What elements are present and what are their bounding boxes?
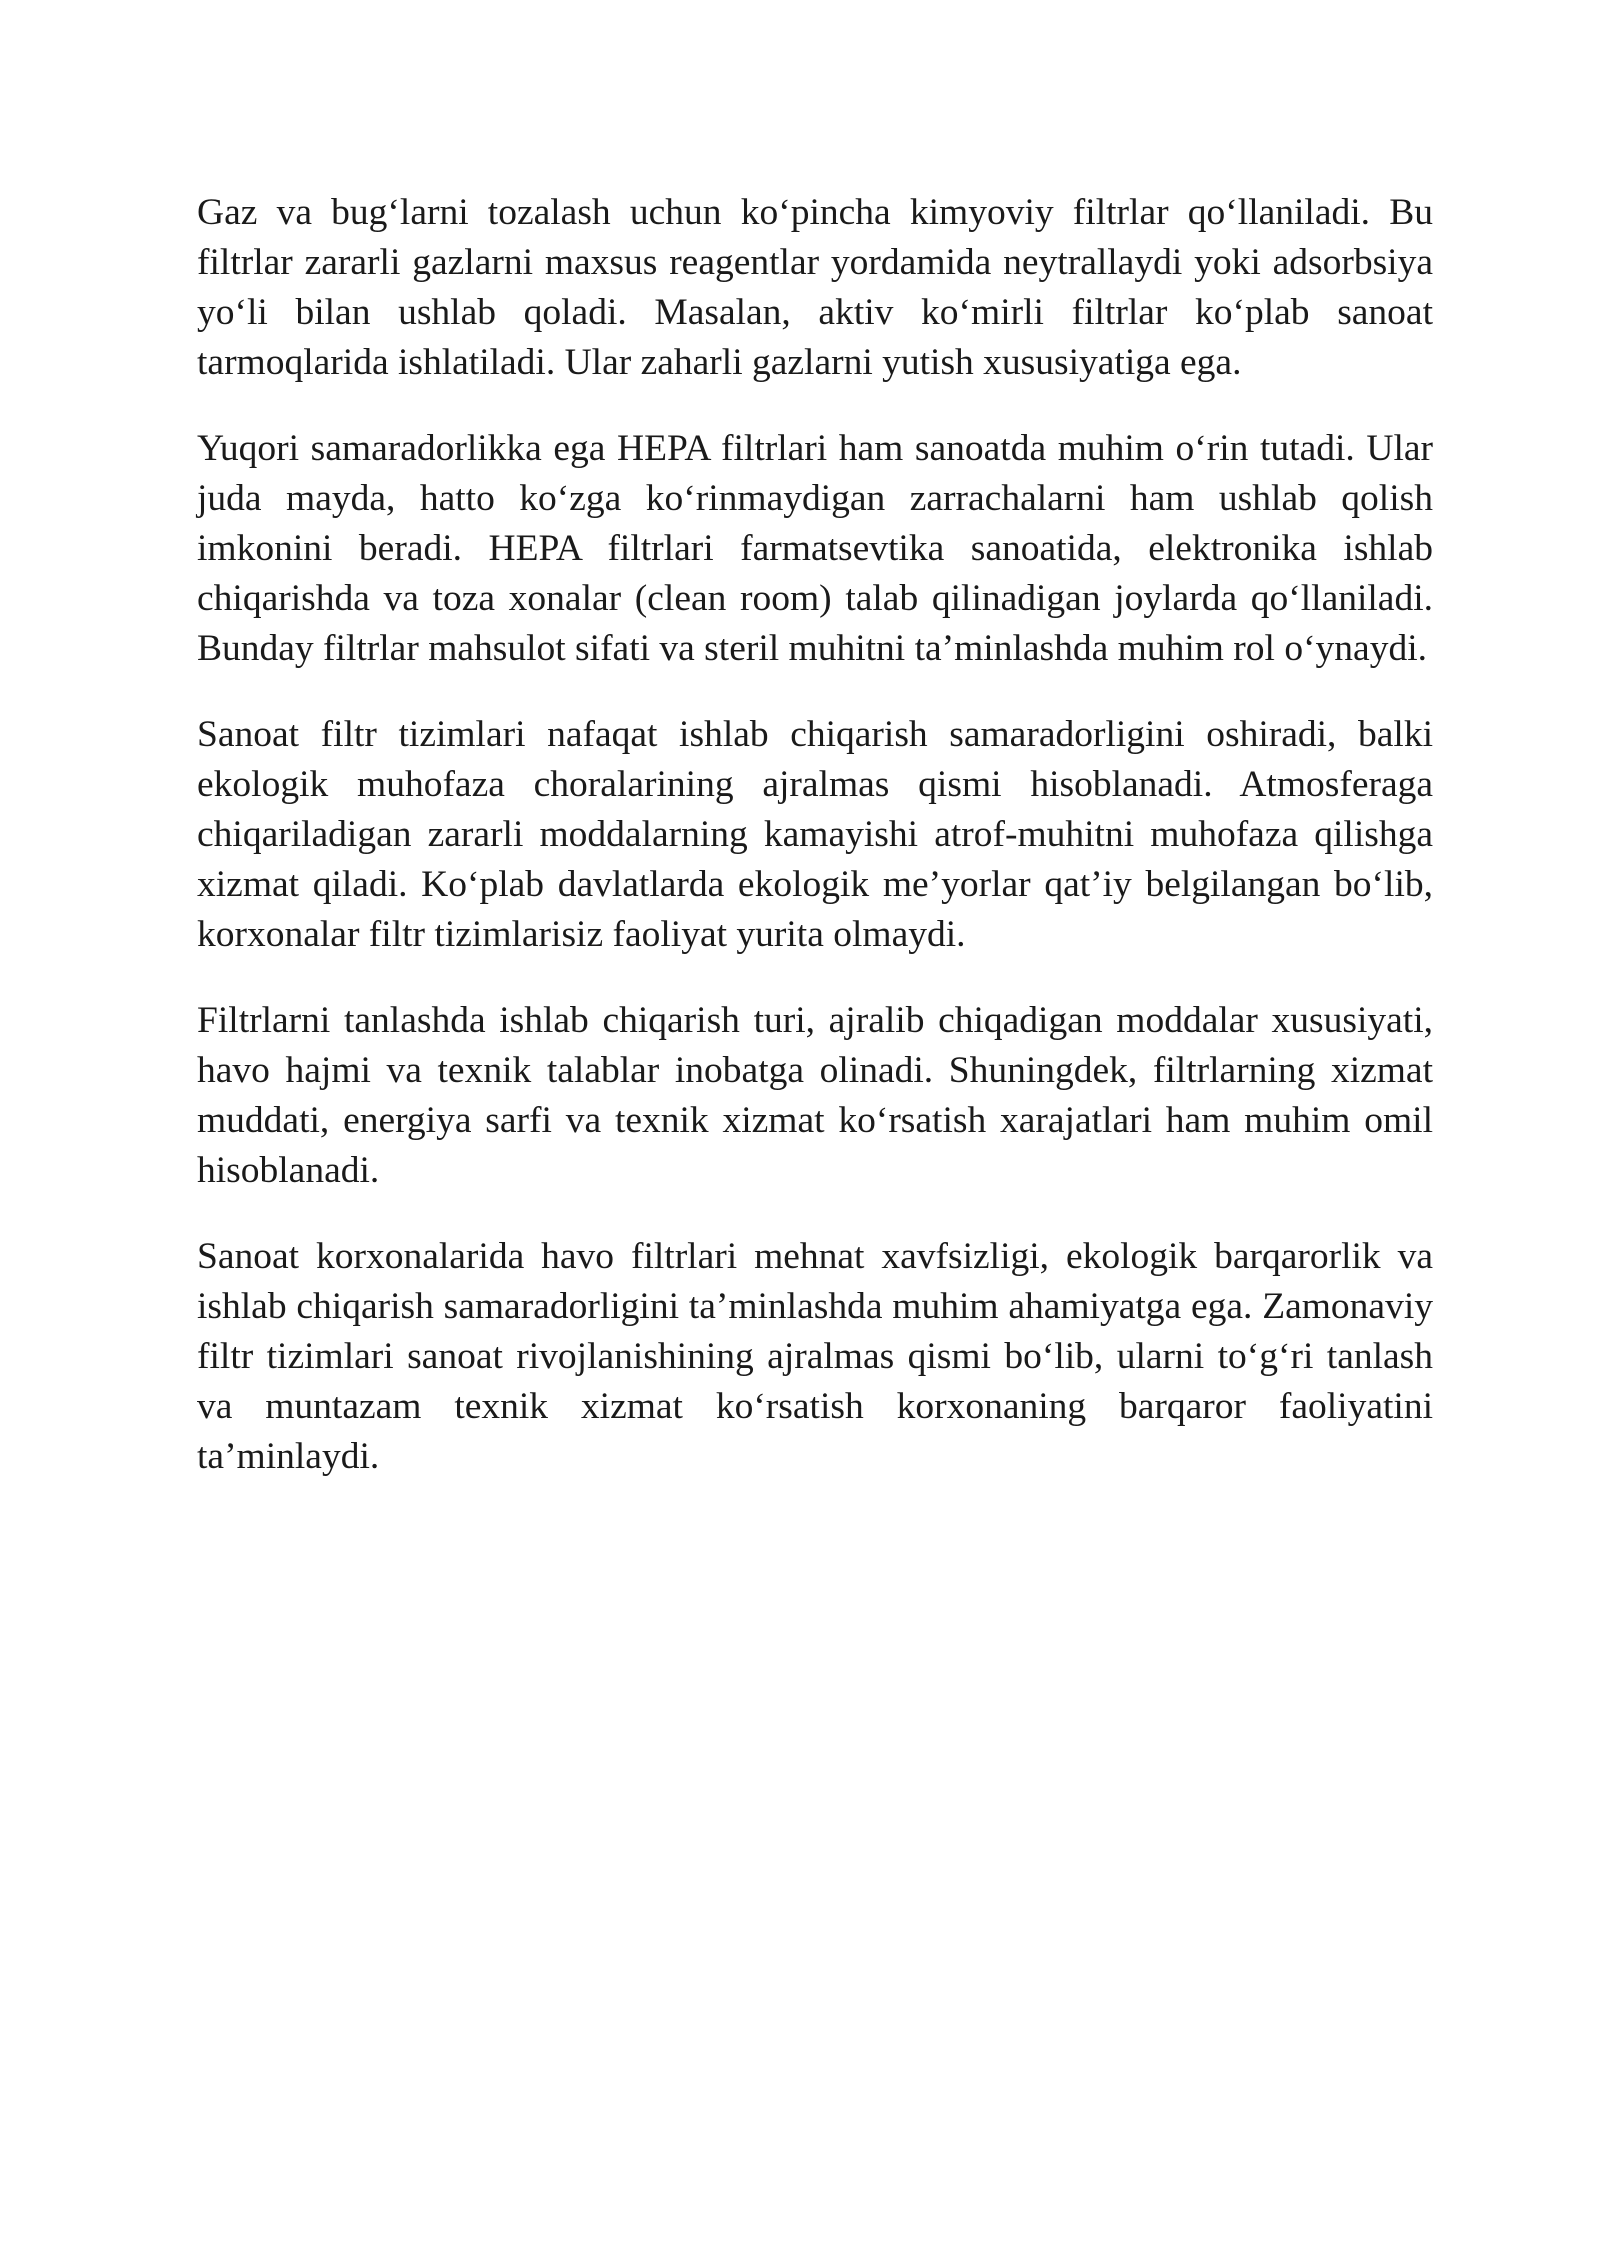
document-body: [197, 188, 1433, 1518]
paragraph-1: Gaz va bug‘larni tozalash uchun ko‘pincha kimyoviy filtrlar qo‘llaniladi. Bu filtrlar zararli gazlarni maxsus reagentlar yordamida neytrallaydi yoki adsorbsiya yo‘li bilan ushlab qoladi. Masalan, aktiv ko‘mirli filtrlar ko‘plab sanoat tarmoqlarida ishlatiladi. Ular zaharli gazlarni yutish xususiyatiga ega.: [197, 192, 1433, 383]
paragraph-5: Sanoat korxonalarida havo filtrlari mehnat xavfsizligi, ekologik barqarorlik va ishlab chiqarish samaradorligini ta’minlashda muhim ahamiyatga ega. Zamonaviy filtr tizimlari sanoat rivojlanishining ajralmas qismi bo‘lib, ularni to‘g‘ri tanlash va muntazam texnik xizmat ko‘rsatish korxonaning barqaror faoliyatini ta’minlaydi.: [197, 1236, 1433, 1477]
paragraph-3: Sanoat filtr tizimlari nafaqat ishlab chiqarish samaradorligini oshiradi, balki ekologik muhofaza choralarining ajralmas qismi hisoblanadi. Atmosferaga chiqariladigan zararli moddalarning kamayishi atrof-muhitni muhofaza qilishga xizmat qiladi. Ko‘plab davlatlarda ekologik me’yorlar qat’iy belgilangan bo‘lib, korxonalar filtr tizimlarisiz faoliyat yurita olmaydi.: [197, 714, 1433, 955]
paragraph-2: Yuqori samaradorlikka ega HEPA filtrlari ham sanoatda muhim o‘rin tutadi. Ular juda mayda, hatto ko‘zga ko‘rinmaydigan zarrachalarni ham ushlab qolish imkonini beradi. HEPA filtrlari farmatsevtika sanoatida, elektronika ishlab chiqarishda va toza xonalar (clean room) talab qilinadigan joylarda qo‘llaniladi. Bunday filtrlar mahsulot sifati va steril muhitni ta’minlashda muhim rol o‘ynaydi.: [197, 428, 1433, 669]
paragraph-4: Filtrlarni tanlashda ishlab chiqarish turi, ajralib chiqadigan moddalar xususiyati, havo hajmi va texnik talablar inobatga olinadi. Shuningdek, filtrlarning xizmat muddati, energiya sarfi va texnik xizmat ko‘rsatish xarajatlari ham muhim omil hisoblanadi.: [197, 1000, 1433, 1191]
